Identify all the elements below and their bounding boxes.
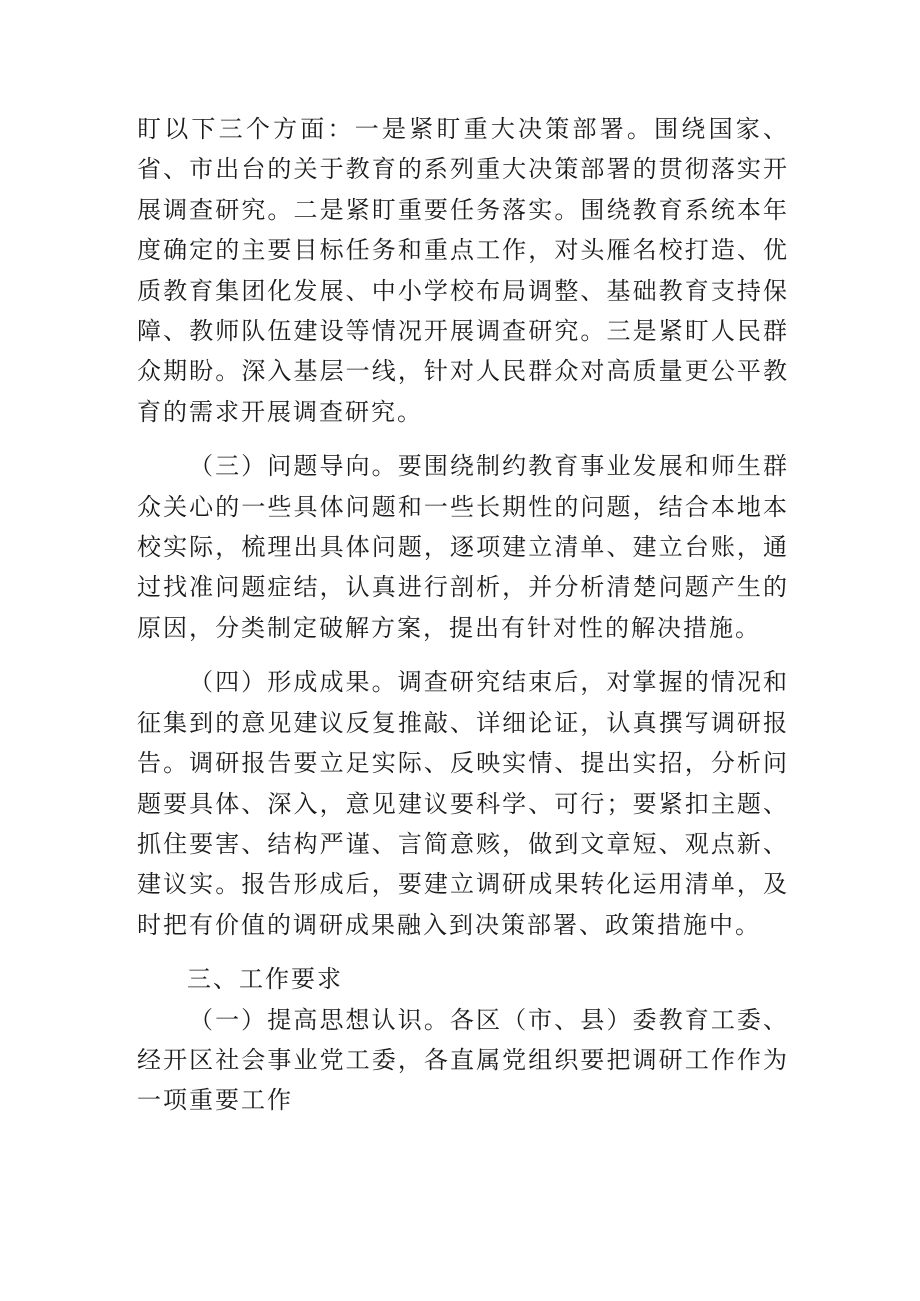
paragraph-form-results: （四）形成成果。调查研究结束后，对掌握的情况和征集到的意见建议反复推敲、详细论证，认真撰写调研报告。调研报告要立足实际、反映实情、提出实招，分析问题要具体、深入，意见建议要科学、可行；要紧扣主题、抓住要害、结构严谨、言简意赅，做到文章短、观点新、建议实。报告形成后，要建立调研成果转化运用清单，及时把有价值的调研成果融入到决策部署、政策措施中。	[137, 668, 789, 939]
paragraph-problem-oriented: （三）问题导向。要围绕制约教育事业发展和师生群众关心的一些具体问题和一些长期性的问题，结合本地本校实际，梳理出具体问题，逐项建立清单、建立台账，通过找准问题症结，认真进行剖析，并分析清楚问题产生的原因，分类制定破解方案，提出有针对性的解决措施。	[137, 452, 789, 642]
paragraph-raise-awareness: （一）提高思想认识。各区（市、县）委教育工委、经开区社会事业党工委，各直属党组织要把调研工作作为一项重要工作	[137, 1005, 789, 1115]
document-body	[137, 109, 789, 1121]
section-heading-work-requirements: 三、工作要求	[187, 965, 343, 994]
paragraph-focus-areas: 盯以下三个方面：一是紧盯重大决策部署。围绕国家、省、市出台的关于教育的系列重大决策部署的贯彻落实开展调查研究。二是紧盯重要任务落实。围绕教育系统本年度确定的主要目标任务和重点工作，对头雁名校打造、优质教育集团化发展、中小学校布局调整、基础教育支持保障、教师队伍建设等情况开展调查研究。三是紧盯人民群众期盼。深入基层一线，针对人民群众对高质量更公平教育的需求开展调查研究。	[137, 115, 789, 426]
